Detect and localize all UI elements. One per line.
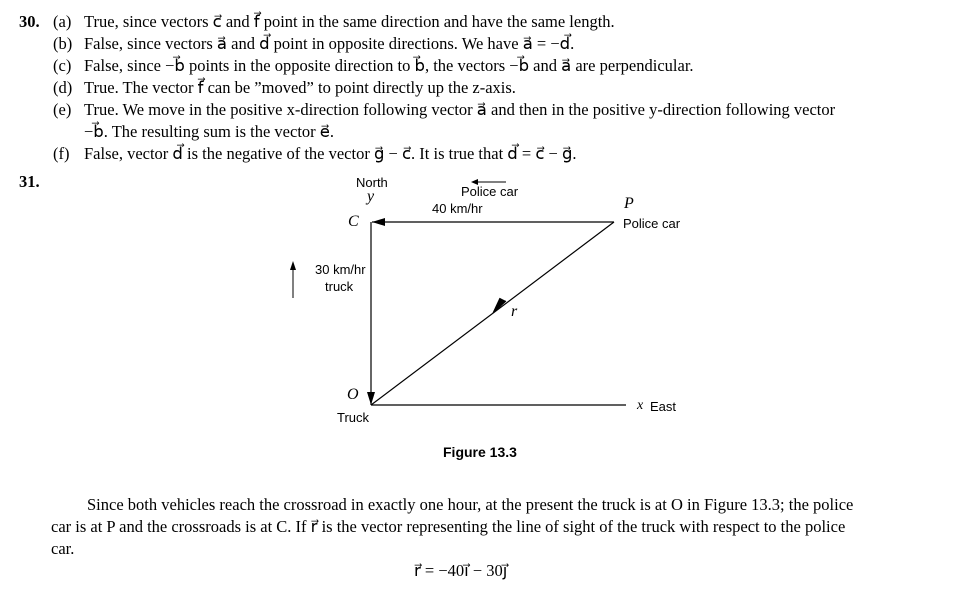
item-d-label: (d) [53, 78, 73, 97]
line-of-sight [371, 222, 614, 405]
x-axis-label: x [637, 398, 644, 413]
equation: r⃗ = −40i⃗ − 30j⃗ [414, 561, 508, 580]
police-car-top-label: Police car [461, 184, 519, 199]
item-a-text: True, since vectors c⃗ and f⃗ point in the same direction and have the same length. [84, 12, 615, 31]
point-o-label: O [347, 386, 359, 403]
truck-word-label: truck [325, 279, 354, 294]
problem-30-number: 30. [19, 12, 40, 31]
north-label: North [356, 175, 388, 190]
truck-speed-label: 30 km/hr [315, 262, 366, 277]
item-e-text-continued: −b⃗. The resulting sum is the vector e⃗. [84, 122, 335, 141]
item-e-label: (e) [53, 100, 72, 119]
item-f-label: (f) [53, 144, 70, 163]
police-arrowhead [372, 218, 385, 226]
point-c-label: C [348, 213, 359, 230]
item-c-text: False, since −b⃗ points in the opposite direction to b⃗, the vectors −b⃗ and a⃗ are perpendicular. [84, 56, 694, 75]
item-b-text: False, since vectors a⃗ and d⃗ point in opposite directions. We have a⃗ = −d⃗. [84, 34, 575, 53]
truck-label: Truck [337, 410, 370, 425]
police-speed-label: 40 km/hr [432, 201, 483, 216]
east-label: East [650, 399, 677, 414]
item-a-label: (a) [53, 12, 72, 31]
paragraph-line-3: car. [51, 539, 75, 558]
item-c-label: (c) [53, 56, 72, 75]
paragraph-line-2: car is at P and the crossroads is at C. If r⃗ is the vector representing the line of sight of the truck with respect to the police [51, 517, 846, 536]
paragraph-line-1: Since both vehicles reach the crossroad in exactly one hour, at the present the truck is at O in Figure 13.3; the police [87, 495, 854, 514]
problem-31-number: 31. [19, 172, 40, 191]
point-p-label: P [624, 195, 634, 212]
item-e-text: True. We move in the positive x-direction following vector a⃗ and then in the positive y-direction following vector [84, 100, 836, 119]
y-axis-label: y [367, 188, 375, 205]
item-f-text: False, vector d⃗ is the negative of the vector g⃗ − c⃗. It is true that d⃗ = c⃗ − g⃗. [84, 144, 577, 163]
police-car-label: Police car [623, 216, 681, 231]
item-d-text: True. The vector f⃗ can be ”moved” to point directly up the z-axis. [84, 78, 516, 97]
vector-r-label: r⃗ [511, 303, 530, 320]
item-b-label: (b) [53, 34, 73, 53]
figure-caption: Figure 13.3 [443, 444, 517, 460]
